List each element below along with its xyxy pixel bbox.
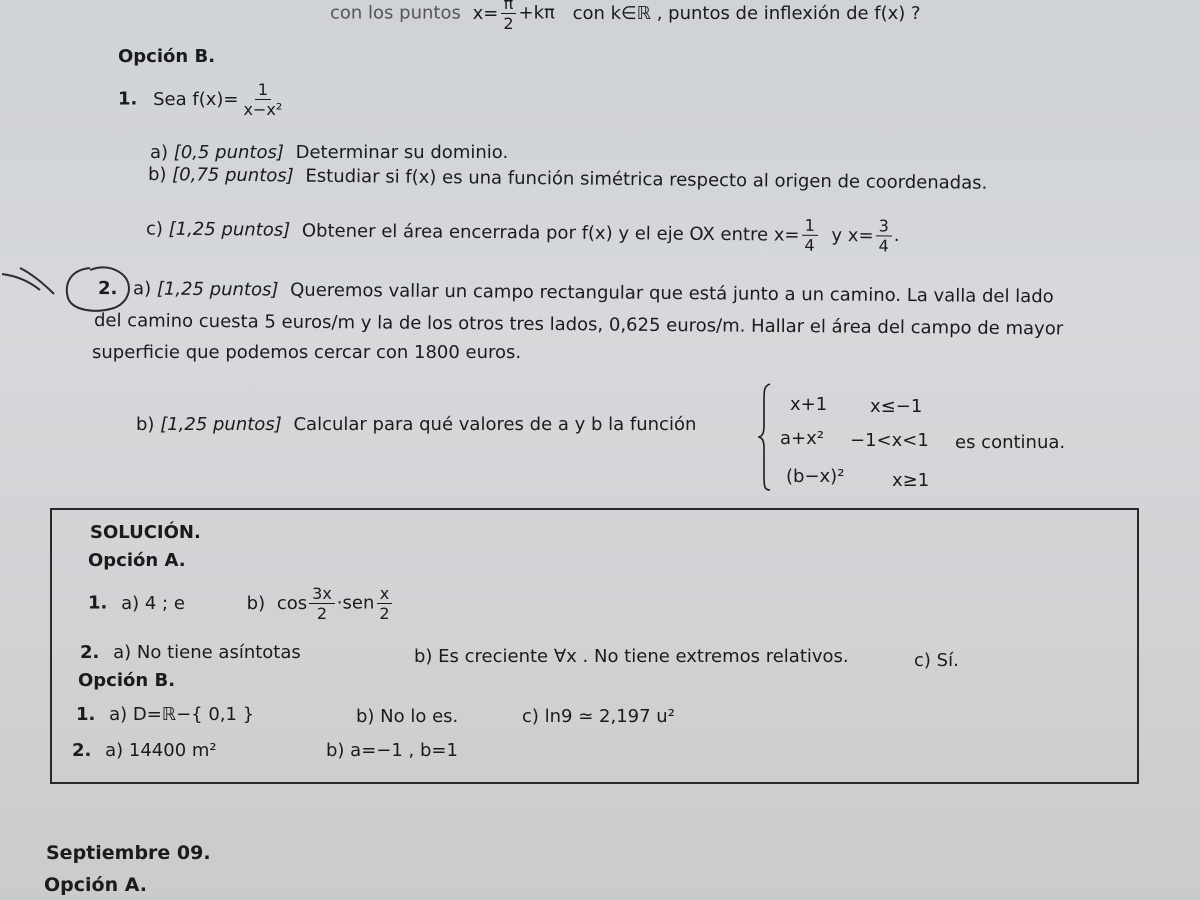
solution-b1-b: b) No lo es.: [356, 706, 459, 727]
piecewise-brace: [758, 382, 772, 492]
option-b-heading: Opción B.: [118, 46, 216, 67]
hand-drawn-arrow-mark: [0, 264, 62, 300]
solution-option-a: Opción A.: [88, 550, 186, 571]
q2-a-line2: del camino cuesta 5 euros/m y la de los otros tres lados, 0,625 euros/m. Hallar el área del campo de mayor: [93, 310, 1064, 340]
solution-a2: 2. a) No tiene asíntotas: [80, 642, 301, 663]
q1-statement: 1. Sea f(x)= $\frac{1}{\text{x−x²}}$: [118, 80, 283, 119]
solution-option-b: Opción B.: [78, 670, 176, 691]
q2-a-line3: superficie que podemos cercar con 1800 euros.: [92, 342, 522, 363]
piece1-cond: x≤−1: [870, 396, 923, 417]
section-heading: Septiembre 09.: [46, 842, 211, 864]
q2-b-end: es continua.: [955, 432, 1066, 453]
piece2-cond: −1<x<1: [850, 430, 929, 451]
solution-a1: 1. a) 4 ; e b) cos $\frac{3x}{2}$ ·sen $\frac{x}{2}$: [88, 584, 395, 623]
piece1-expr: x+1: [790, 394, 828, 415]
solution-b1-c: c) ln9 ≃ 2,197 u²: [522, 706, 675, 727]
solution-a2-c: c) Sí.: [914, 650, 959, 671]
piece2-expr: a+x²: [780, 428, 824, 449]
q1-a: a) [0,5 puntos] Determinar su dominio.: [150, 142, 509, 163]
q1-c: c) [1,25 puntos] Obtener el área encerrada por f(x) y el eje OX entre x= $\frac{1}{4}$ y x= $\frac{3}{4}$ .: [145, 215, 900, 256]
piece3-expr: (b−x)²: [786, 466, 845, 487]
solution-a2-b: b) Es creciente ∀x . No tiene extremos relativos.: [414, 646, 849, 667]
q2-b: b) [1,25 puntos] Calcular para qué valores de a y b la función: [136, 414, 697, 435]
solution-b1: 1. a) D=ℝ−{ 0,1 }: [76, 704, 255, 725]
section-option-a: Opción A.: [44, 874, 147, 896]
top-line: con los puntos x= $\frac{\pi}{2}$ +kπ con k∈ℝ , puntos de inflexión de f(x) ?: [330, 0, 921, 33]
solution-b2-b: b) a=−1 , b=1: [326, 740, 458, 761]
q2-a-line1: 2. a) [1,25 puntos] Queremos vallar un campo rectangular que está junto a un camino. La valla del lado: [97, 278, 1054, 308]
piece3-cond: x≥1: [892, 470, 930, 491]
solution-b2: 2. a) 14400 m²: [72, 740, 217, 761]
solution-title: SOLUCIÓN.: [90, 522, 201, 543]
q1-b: b) [0,75 puntos] Estudiar si f(x) es una función simétrica respecto al origen de coordenadas.: [147, 164, 988, 194]
